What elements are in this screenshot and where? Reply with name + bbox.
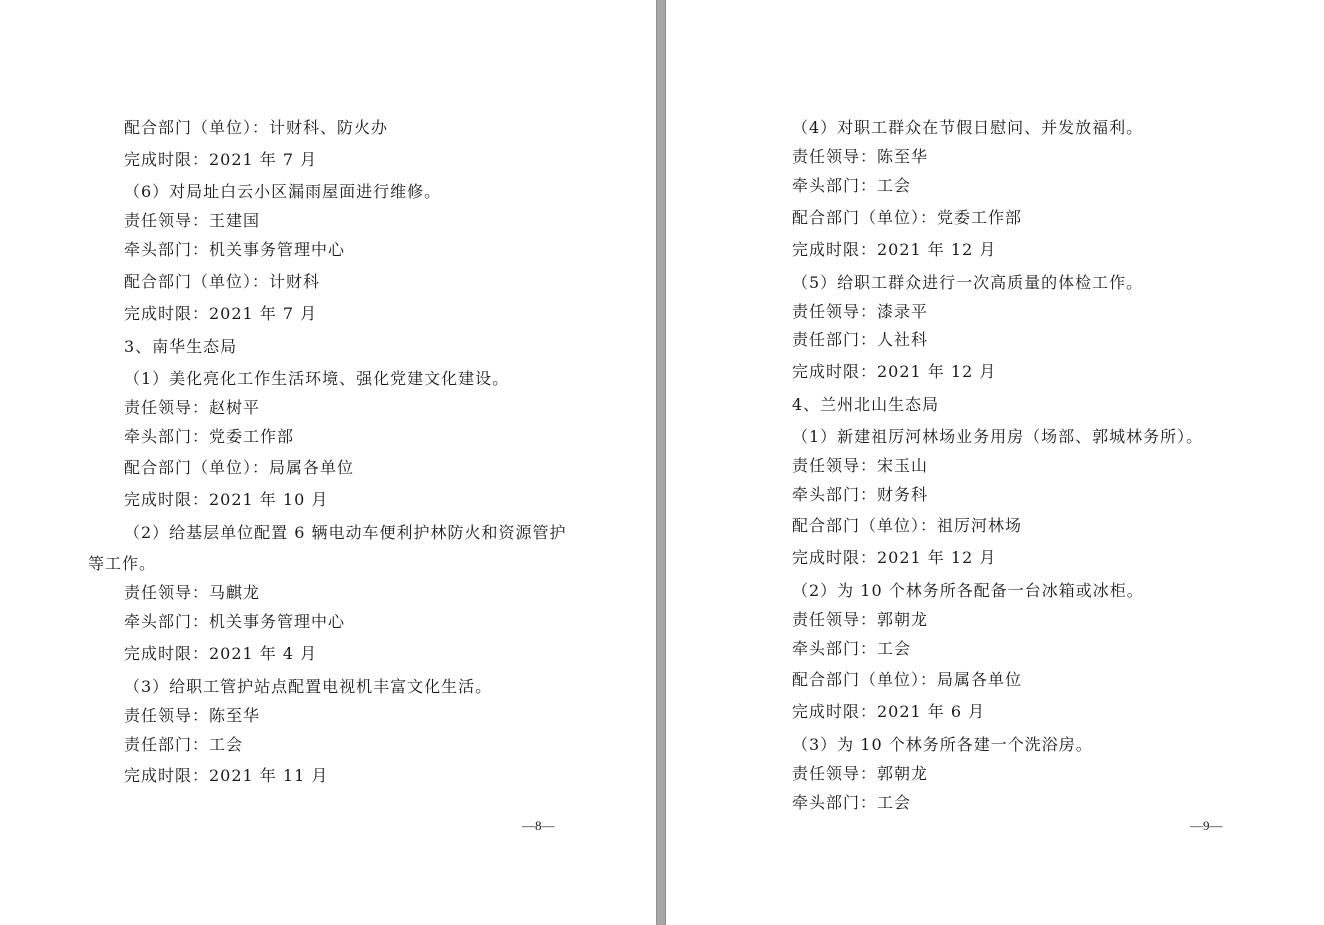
text-line: 完成时限：2021 年 7 月 — [124, 150, 318, 169]
text-line: 责任部门：工会 — [124, 735, 244, 754]
text-line: 牵头部门：工会 — [792, 176, 912, 195]
text-line: （3）为 10 个林务所各建一个洗浴房。 — [792, 735, 1093, 754]
text-line: （2）给基层单位配置 6 辆电动车便利护林防火和资源管护 — [124, 523, 567, 542]
text-line: 牵头部门：机关事务管理中心 — [124, 240, 346, 259]
text-line: （1）新建祖厉河林场业务用房（场部、郭城林务所）。 — [792, 427, 1204, 446]
text-line: 牵头部门：工会 — [792, 793, 912, 812]
text-line: 责任领导：王建国 — [124, 211, 261, 230]
text-line: 完成时限：2021 年 7 月 — [124, 304, 318, 323]
page-number: —8— — [522, 818, 555, 833]
section-heading: 3、南华生态局 — [124, 337, 238, 356]
text-line: 责任领导：陈至华 — [124, 706, 261, 725]
text-line: 牵头部门：机关事务管理中心 — [124, 612, 346, 631]
text-line: 责任领导：赵树平 — [124, 398, 261, 417]
text-line: （4）对职工群众在节假日慰问、并发放福利。 — [792, 118, 1144, 137]
text-line: 责任领导：宋玉山 — [792, 456, 929, 475]
section-heading: 4、兰州北山生态局 — [792, 395, 940, 414]
text-line: 牵头部门：党委工作部 — [124, 427, 295, 446]
text-line: 责任领导：漆录平 — [792, 302, 929, 321]
text-line: 责任领导：马麒龙 — [124, 583, 261, 602]
text-line: （3）给职工管护站点配置电视机丰富文化生活。 — [124, 677, 493, 696]
text-line: 配合部门（单位）：计财科、防火办 — [124, 118, 389, 137]
text-line: 牵头部门：财务科 — [792, 485, 929, 504]
text-line: 完成时限：2021 年 12 月 — [792, 362, 997, 381]
text-line: 配合部门（单位）：局属各单位 — [124, 458, 355, 477]
page-divider — [656, 0, 666, 925]
text-line: 配合部门（单位）：计财科 — [124, 272, 321, 291]
text-line: 责任部门：人社科 — [792, 330, 929, 349]
text-line: （1）美化亮化工作生活环境、强化党建文化建设。 — [124, 369, 510, 388]
text-line-continued: 等工作。 — [88, 554, 157, 573]
text-line: 完成时限：2021 年 10 月 — [124, 490, 329, 509]
text-line: 牵头部门：工会 — [792, 639, 912, 658]
text-line: 完成时限：2021 年 11 月 — [124, 766, 329, 785]
document-page-left — [0, 0, 656, 925]
text-line: 配合部门（单位）：党委工作部 — [792, 208, 1023, 227]
page-number: —9— — [1190, 818, 1223, 833]
text-line: （6）对局址白云小区漏雨屋面进行维修。 — [124, 182, 442, 201]
text-line: （2）为 10 个林务所各配备一台冰箱或冰柜。 — [792, 581, 1144, 600]
text-line: 责任领导：郭朝龙 — [792, 610, 929, 629]
text-line: 完成时限：2021 年 12 月 — [792, 240, 997, 259]
text-line: （5）给职工群众进行一次高质量的体检工作。 — [792, 273, 1144, 292]
text-line: 完成时限：2021 年 12 月 — [792, 548, 997, 567]
text-line: 配合部门（单位）：局属各单位 — [792, 670, 1023, 689]
text-line: 责任领导：郭朝龙 — [792, 764, 929, 783]
text-line: 责任领导：陈至华 — [792, 147, 929, 166]
text-line: 完成时限：2021 年 4 月 — [124, 644, 318, 663]
document-page-right — [666, 0, 1324, 925]
text-line: 完成时限：2021 年 6 月 — [792, 702, 986, 721]
text-line: 配合部门（单位）：祖厉河林场 — [792, 516, 1023, 535]
